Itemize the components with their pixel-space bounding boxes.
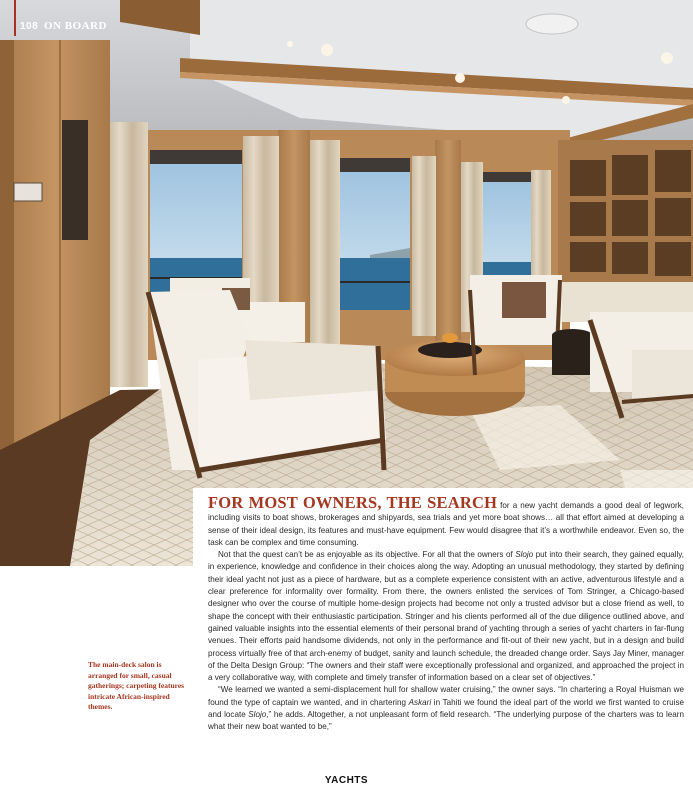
paragraph-text: for a new yacht demands a good deal of legwork, including visits to boat shows, brokerages and shipyards, sea trials and yet more boat shows… all that effort aimed at developing a sense of their ideal design, its features and must-have equipment. Few would disagree that it’s a worthwhile endeavor. Even so, the task can be complex and time consuming. [208, 501, 684, 547]
yacht-name: Askari [408, 697, 432, 707]
article-paragraph [208, 684, 684, 733]
section-title: ON BOARD [44, 20, 107, 32]
article-body [208, 494, 684, 734]
page-number: 108 [20, 21, 39, 32]
lead-in: FOR MOST OWNERS, THE SEARCH [208, 493, 498, 512]
yacht-name: Slojo [248, 710, 267, 720]
paragraph-text: ,” he adds. Altogether, a not unpleasant form of field research. “The underlying purpose of the charters was to learn what their new boat wanted to be,” [208, 710, 684, 732]
publication-footer: YACHTS [324, 775, 369, 786]
paragraph-text: Not that the quest can’t be as enjoyable as its objective. For all that the owners of [218, 550, 516, 560]
article-paragraph [208, 494, 684, 549]
yacht-name: Slojo [515, 550, 534, 560]
paragraph-text: “We learned we wanted a semi-displacement hull for shallow water cruising,” the owner says. “In chartering a Royal Huisman we found the type of captain we wanted, and in chartering [208, 685, 684, 707]
article-paragraph [208, 549, 684, 684]
photo-caption: The main-deck salon is arranged for small, casual gatherings; carpeting features intricate African-inspired themes. [88, 660, 185, 712]
header-accent-bar [14, 0, 16, 36]
paragraph-text: put into their search, they gained equally, in experience, knowledge and confidence in their choices along the way. Adopting an unusual methodology, they started by defining their ideal yacht not just as a piece of hardware, but as a complete experience consistent with an active, adventurous lifestyle and a clear preference for informality over formality. From there, the owners enlisted the services of Tom Stringer, a Chicago-based designer who over the course of multiple home-design projects had become not only a trusted advisor but a close friend as well, to shape the concept with their enthusiastic participation. Stringer and his clients performed all of the due diligence outlined above, and gained valuable insights into the essential elements of their personal brand of yachting through a series of yacht charters in far-flung venues. Their efforts paid handsome dividends, not only in the performance and fit-out of their new yacht, but in a design and build process virtually free of that arch-enemy of budget, sanity and launch schedule, the dreaded change order. Says Jay Miner, manager of the Delta Design Group: “The owners and their staff were exceptionally professional and organized, and approached the project in a very collaborative way, with complete and timely transfer of information based on a clear set of objectives.” [208, 550, 684, 683]
paragraph-text: in Tahiti we found the ideal part of the world we first wanted to cruise and locate [208, 697, 684, 720]
